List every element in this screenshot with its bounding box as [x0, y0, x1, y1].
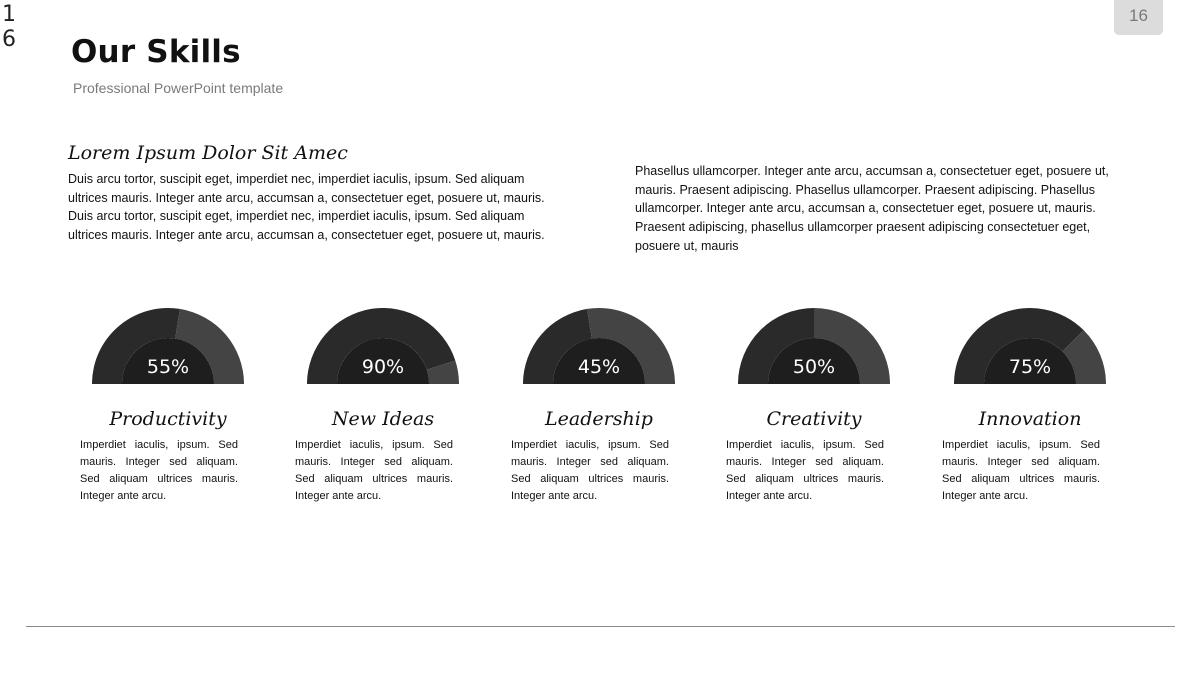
right-body-text: Phasellus ullamcorper. Integer ante arcu, accumsan a, consectetuer eget, posuere ut, mauris. Praesent adipiscing. Phasellus ullamcorper. Praesent adipiscing. Phasellus ullamcorper. Integer ante arcu, accumsan a, consectetuer eget, posuere ut, mauris. Praesent adipiscing, phasellus ullamcorper praesent adipiscing consectetuer eget, posuere ut, mauris [635, 164, 1109, 253]
side-slide-number: 16 [2, 2, 16, 52]
skill-title: Creativity [766, 408, 862, 430]
skill-title: Innovation [978, 408, 1082, 430]
skill-title: Leadership [545, 408, 653, 430]
gauge-productivity [83, 300, 253, 390]
gauge-innovation [945, 300, 1115, 390]
skill-title: Productivity [109, 408, 227, 430]
skill-leadership [511, 300, 684, 502]
gauge-creativity [729, 300, 899, 390]
gauge-percent-label: 50% [792, 356, 836, 378]
gauge-percent-label: 45% [577, 356, 621, 378]
skill-creativity [726, 300, 899, 502]
gauge-leadership [514, 300, 684, 390]
skill-description: Imperdiet iaculis, ipsum. Sed mauris. Integer sed aliquam. Sed aliquam ultrices mauris. Integer ante arcu. [295, 439, 453, 502]
skill-title: New Ideas [331, 408, 435, 430]
gauge-percent-label: 55% [146, 356, 190, 378]
skill-innovation [942, 300, 1115, 502]
intro-body: Duis arcu tortor, suscipit eget, imperdiet nec, imperdiet iaculis, ipsum. Sed aliquam ultrices mauris. Integer ante arcu, accumsan a, consectetuer eget, posuere ut, mauris. Duis arcu tortor, suscipit eget, imperdiet nec, imperdiet iaculis, ipsum. Sed aliquam ultrices mauris. Integer ante arcu, accumsan a, consectetuer eget, posuere ut, mauris. [68, 172, 545, 243]
skill-description: Imperdiet iaculis, ipsum. Sed mauris. Integer sed aliquam. Sed aliquam ultrices mauris. Integer ante arcu. [942, 439, 1100, 502]
skills-row [0, 300, 1200, 520]
skill-description: Imperdiet iaculis, ipsum. Sed mauris. Integer sed aliquam. Sed aliquam ultrices mauris. Integer ante arcu. [726, 439, 884, 502]
gauge-new-ideas [298, 300, 468, 390]
page-number-badge: 16 [1114, 0, 1163, 35]
page-title: Our Skills [71, 34, 241, 70]
page-subtitle: Professional PowerPoint template [73, 80, 284, 96]
bottom-divider [26, 626, 1175, 627]
gauge-percent-label: 75% [1008, 356, 1052, 378]
skill-description: Imperdiet iaculis, ipsum. Sed mauris. Integer sed aliquam. Sed aliquam ultrices mauris. Integer ante arcu. [80, 439, 238, 502]
skill-productivity [80, 300, 253, 502]
intro-heading: Lorem Ipsum Dolor Sit Amec [68, 142, 348, 164]
gauge-percent-label: 90% [361, 356, 405, 378]
skill-new-ideas [295, 300, 468, 502]
skill-description: Imperdiet iaculis, ipsum. Sed mauris. Integer sed aliquam. Sed aliquam ultrices mauris. Integer ante arcu. [511, 439, 669, 502]
